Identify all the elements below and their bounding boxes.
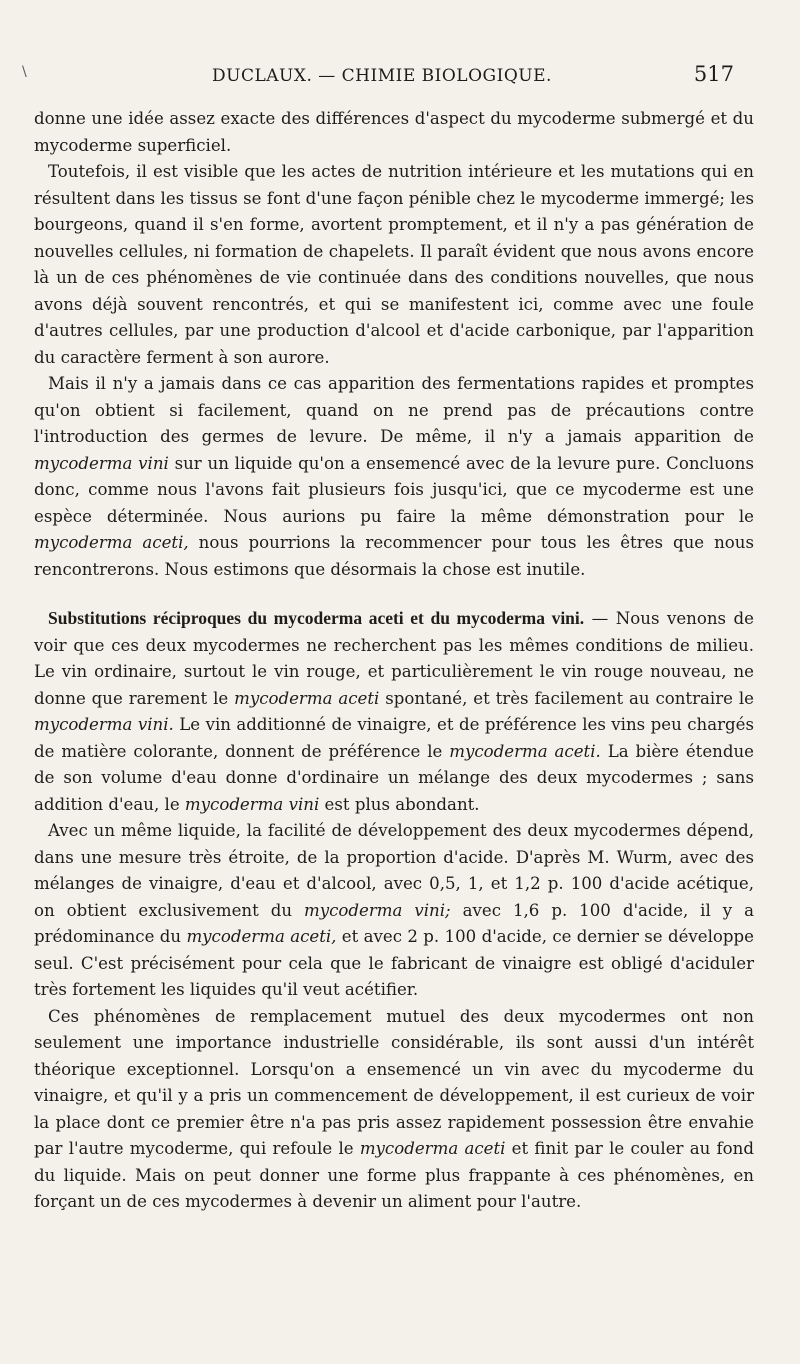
species-name: mycoderma vini; [304,900,451,920]
paragraph-4-text-e: est plus abondant. [319,794,480,814]
paragraph-4-text-c: Le vin additionné de vinaigre, et de préférence les vins peu chargés de matière colorante, donnent de préférence le [34,715,755,761]
paragraph-4-text-a: — Nous venons de voir que ces deux mycodermes ne recherchent pas les mêmes conditions de milieu. Le vin ordinaire, surtout le vin rouge, et particulièrement le vin rouge nouveau, ne donne que rarement le [34,609,754,708]
running-head: DUCLAUX. — CHIMIE BIOLOGIQUE. [212,66,552,86]
species-name: mycoderma vini [184,794,320,814]
paragraph-5-text-b: avec 1,6 p. 100 d'acide, il y a prédominance du [34,900,754,946]
paragraph-6-text-a: Ces phénomènes de remplacement mutuel des deux mycodermes ont non seulement une importance industrielle considérable, ils sont aussi d'un intérêt théorique exceptionnel. Lorsqu'on a ensemencé un vin avec du mycoderme du vinaigre, et qu'il y a pris un commencement de développement, il est curieux de voir la place dont ce premier être n'a pas pris assez rapidement possession être envahie par l'autre mycoderme, qui refoule le [34,1006,754,1158]
paragraph-3-text-c: nous pourrions la recommencer pour tous les êtres que nous rencontrerons. Nous estimons que désormais la chose est inutile. [34,533,754,579]
paragraph-5-text-a: Avec un même liquide, la facilité de développement des deux mycodermes dépend, dans une mesure très étroite, de la proportion d'acide. D'après M. Wurm, avec des mélanges de vinaigre, d'eau et d'alcool, avec 0,5, 1, et 1,2 p. 100 d'acide acétique, on obtient exclusivement du [34,821,754,920]
species-name: mycoderma vini [34,453,169,473]
species-name: mycoderma aceti [234,688,380,708]
paragraph-3 [34,371,754,583]
body-text [34,106,754,1216]
paragraph-6 [34,1004,754,1216]
paragraph-5-text-c: et avec 2 p. 100 d'acide, ce dernier se développe seul. C'est précisément pour cela que le fabricant de vinaigre est obligé d'aciduler très fortement les liquides qu'il veut acétifier. [34,927,754,999]
species-name: mycoderma aceti [359,1139,506,1158]
paragraph-3-text-b: sur un liquide qu'on a ensemencé avec de la levure pure. Concluons donc, comme nous l'avons fait plusieurs fois jusqu'ici, que ce mycoderme est une espèce déterminée. Nous aurions pu faire la même démonstration pour le [34,453,754,526]
paragraph-5 [34,818,754,1004]
paragraph-4 [34,605,754,818]
page-number: 517 [693,62,734,86]
paragraph-4-text-b: spontané, et très facilement au contraire le [379,688,754,708]
species-name: mycoderma aceti, [186,927,337,946]
paragraph-1: donne une idée assez exacte des différences d'aspect du mycoderme submergé et du mycoderme superficiel. [34,109,754,155]
page-header [0,60,800,90]
paragraph-6-text-b: et finit par le couler au fond du liquide. Mais on peut donner une forme plus frappante à ces phénomènes, en forçant un de ces mycodermes à devenir un aliment pour l'autre. [34,1139,754,1211]
paragraph-2: Toutefois, il est visible que les actes de nutrition intérieure et les mutations qui en résultent dans les tissus se font d'une façon pénible chez le mycoderme immergé; les bourgeons, quand il s'en forme, avortent promptement, et il n'y a pas génération de nouvelles cellules, ni formation de chapelets. Il paraît évident que nous avons encore là un de ces phénomènes de vie continuée dans des conditions nouvelles, que nous avons déjà souvent rencontrés, et qui se manifestent ici, comme avec une foule d'autres cellules, par une production d'alcool et d'acide carbonique, par l'apparition du caractère ferment à son aurore. [34,162,754,367]
paragraph-4-text-d: La bière étendue de son volume d'eau donne d'ordinaire un mélange des deux mycodermes ; sans addition d'eau, le [34,741,754,814]
species-name: mycoderma vini. [34,715,174,734]
paragraph-3-text-a: Mais il n'y a jamais dans ce cas apparition des fermentations rapides et promptes qu'on obtient si facilement, quand on ne prend pas de précautions contre l'introduction des germes de levure. De même, il n'y a jamais apparition de [34,374,754,446]
species-name: mycoderma aceti, [34,533,189,552]
species-name: mycoderma aceti. [449,741,601,761]
section-heading: Substitutions réciproques du mycoderma aceti et du mycoderma vini. [48,608,585,628]
corner-mark: \ [22,64,27,80]
